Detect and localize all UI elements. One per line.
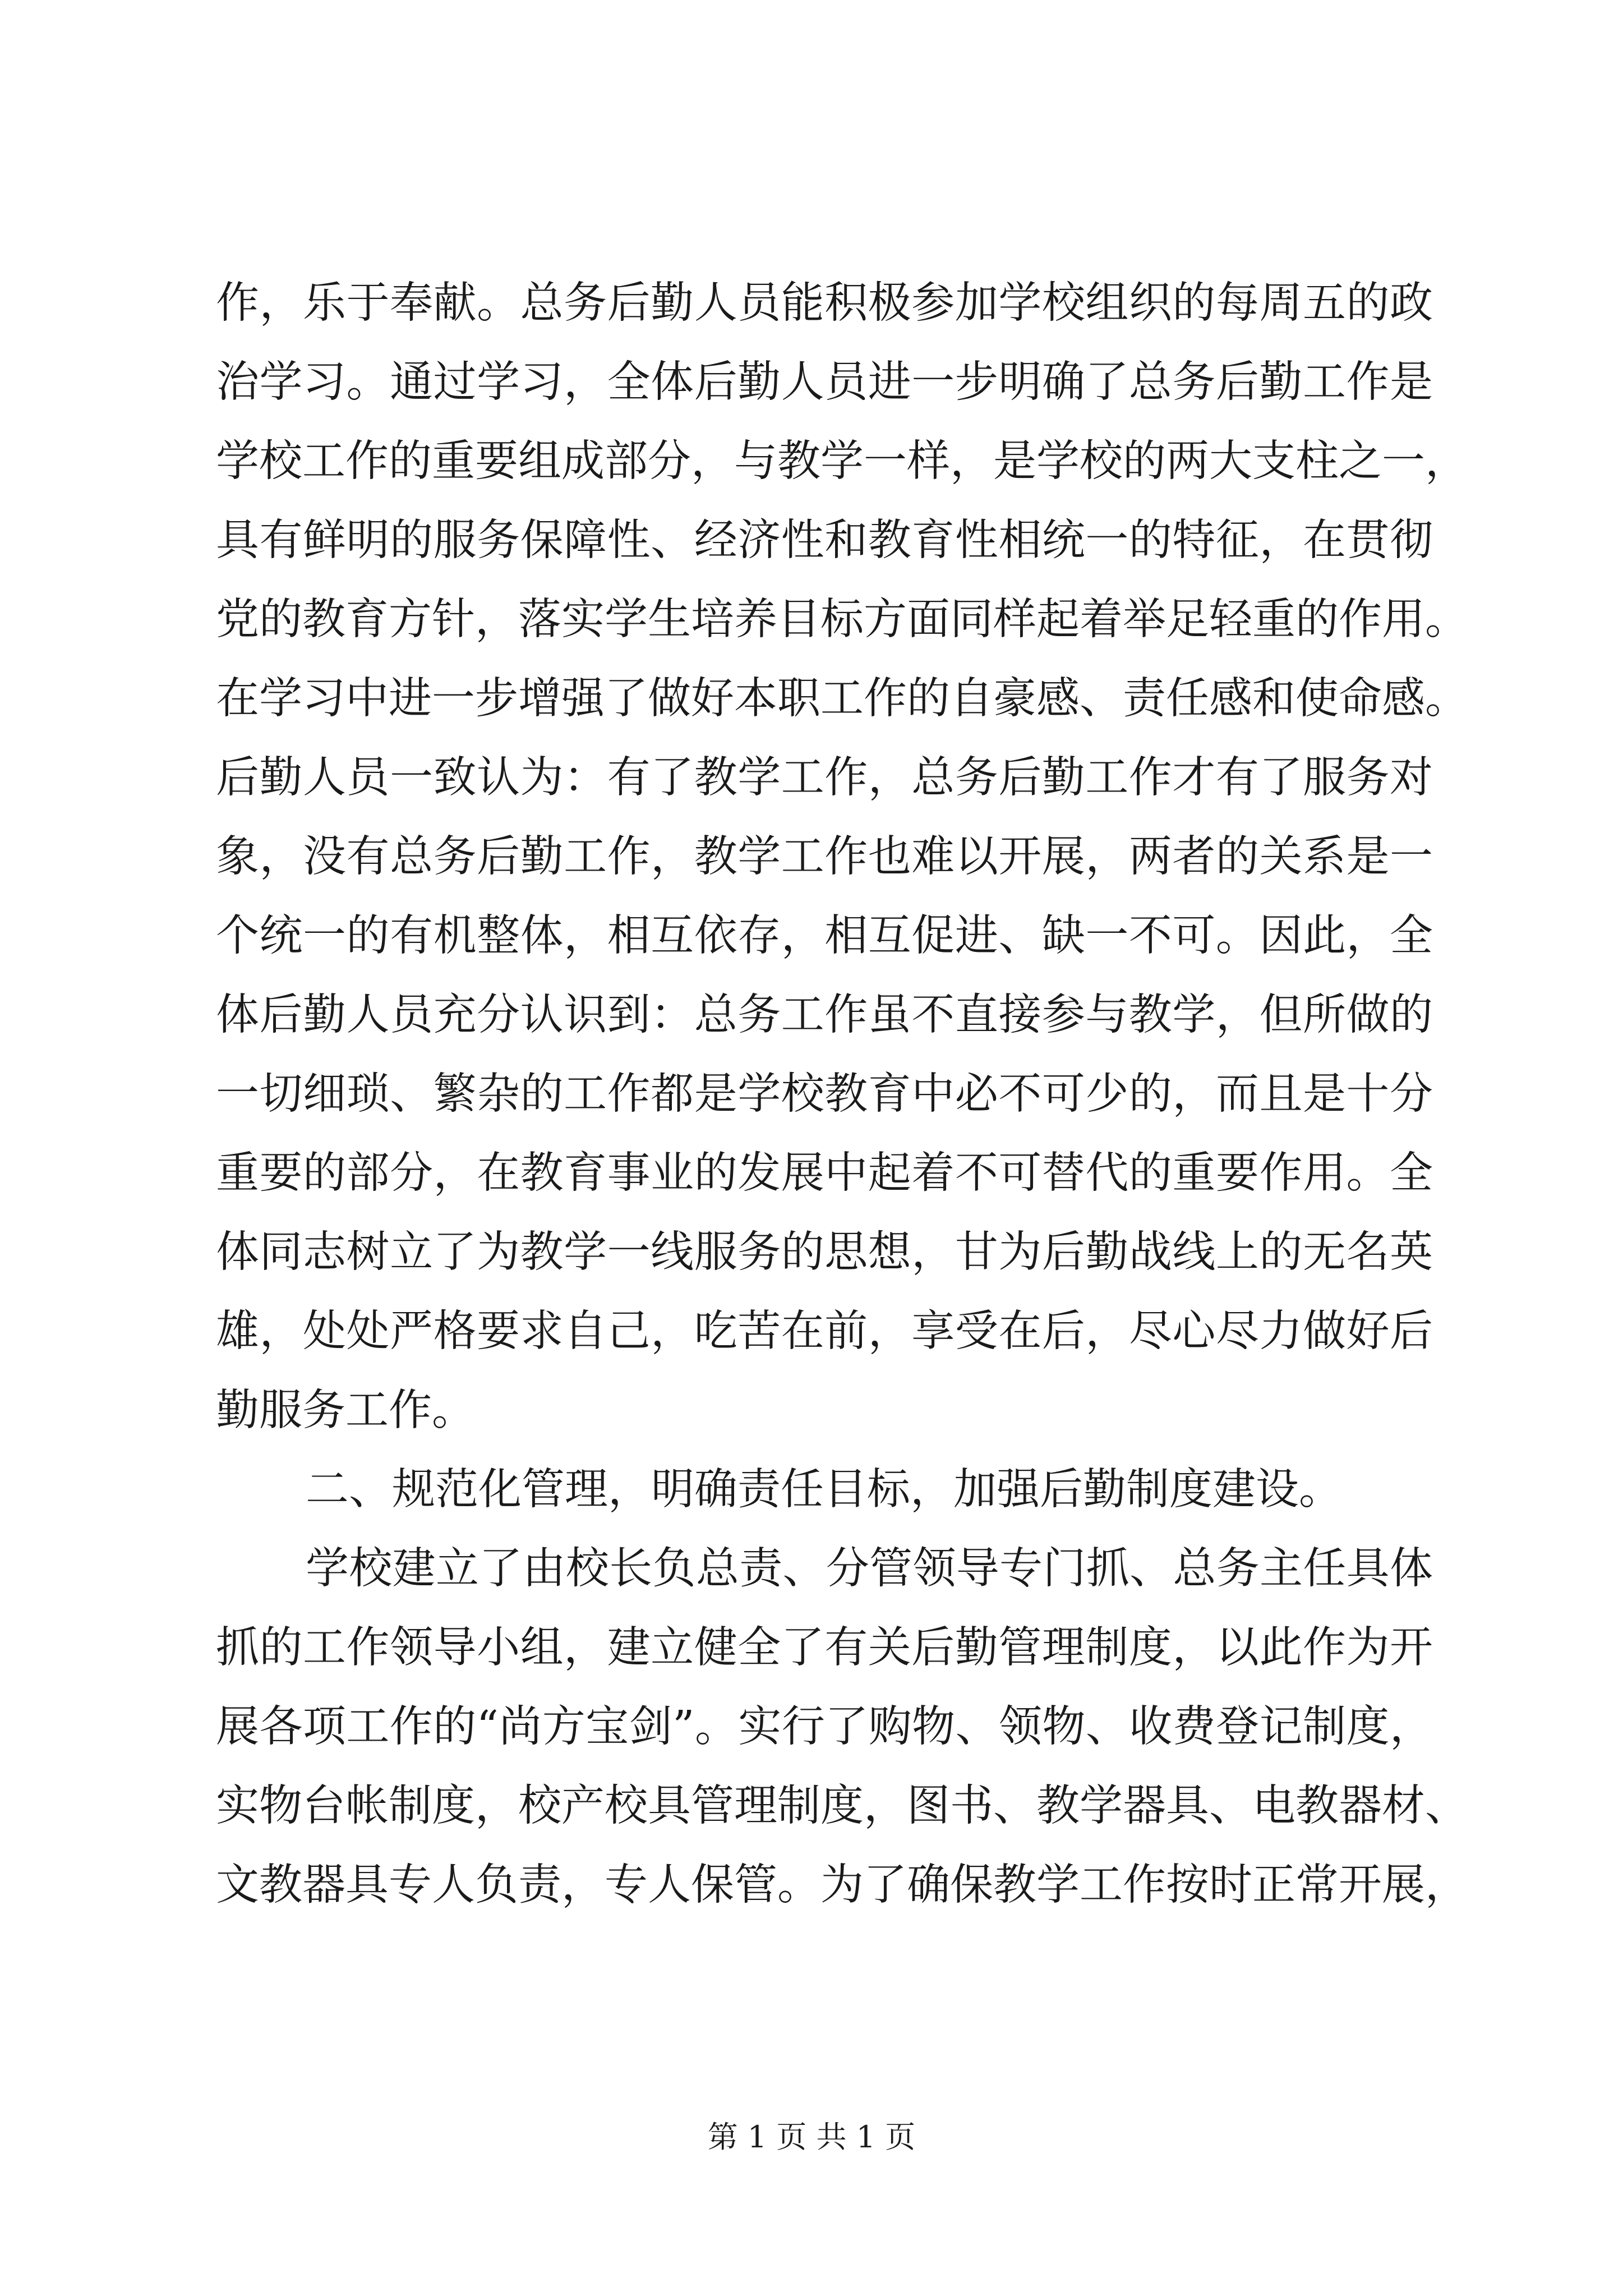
section-heading: 二、规范化管理，明确责任目标，加强后勤制度建设。 xyxy=(306,1465,1342,1515)
page-number-footer: 第 1 页 共 1 页 xyxy=(707,2119,916,2155)
text-line: 具有鲜明的服务保障性、经济性和教育性相统一的特征，在贯彻 xyxy=(216,516,1433,565)
text-line: 体同志树立了为教学一线服务的思想，甘为后勤战线上的无名英 xyxy=(216,1227,1433,1277)
text-line: 作，乐于奉献。总务后勤人员能积极参加学校组织的每周五的政 xyxy=(216,278,1433,328)
text-line: 学校工作的重要组成部分，与教学一样，是学校的两大支柱之一， xyxy=(216,436,1468,486)
text-line: 个统一的有机整体，相互依存，相互促进、缺一不可。因此，全 xyxy=(216,911,1433,961)
document-body xyxy=(216,264,1468,1925)
text-line: 勤服务工作。 xyxy=(216,1386,475,1435)
text-line: 体后勤人员充分认识到：总务工作虽不直接参与教学，但所做的 xyxy=(216,990,1433,1040)
text-line: 文教器具专人负责，专人保管。为了确保教学工作按时正常开展， xyxy=(216,1860,1468,1910)
text-line: 学校建立了由校长负总责、分管领导专门抓、总务主任具体 xyxy=(306,1544,1433,1594)
text-line: 象，没有总务后勤工作，教学工作也难以开展，两者的关系是一 xyxy=(216,832,1433,882)
text-line: 一切细琐、繁杂的工作都是学校教育中必不可少的，而且是十分 xyxy=(216,1069,1433,1119)
text-line: 党的教育方针，落实学生培养目标方面同样起着举足轻重的作用。 xyxy=(216,595,1468,645)
text-line: 展各项工作的“尚方宝剑”。实行了购物、领物、收费登记制度， xyxy=(216,1702,1433,1752)
text-line: 抓的工作领导小组，建立健全了有关后勤管理制度，以此作为开 xyxy=(216,1623,1433,1673)
text-line: 在学习中进一步增强了做好本职工作的自豪感、责任感和使命感。 xyxy=(216,674,1468,724)
text-line: 实物台帐制度，校产校具管理制度，图书、教学器具、电教器材、 xyxy=(216,1781,1468,1831)
text-line: 治学习。通过学习，全体后勤人员进一步明确了总务后勤工作是 xyxy=(216,357,1433,407)
text-line: 后勤人员一致认为：有了教学工作，总务后勤工作才有了服务对 xyxy=(216,753,1433,803)
text-line: 重要的部分，在教育事业的发展中起着不可替代的重要作用。全 xyxy=(216,1148,1433,1198)
text-line: 雄，处处严格要求自己，吃苦在前，享受在后，尽心尽力做好后 xyxy=(216,1306,1433,1356)
